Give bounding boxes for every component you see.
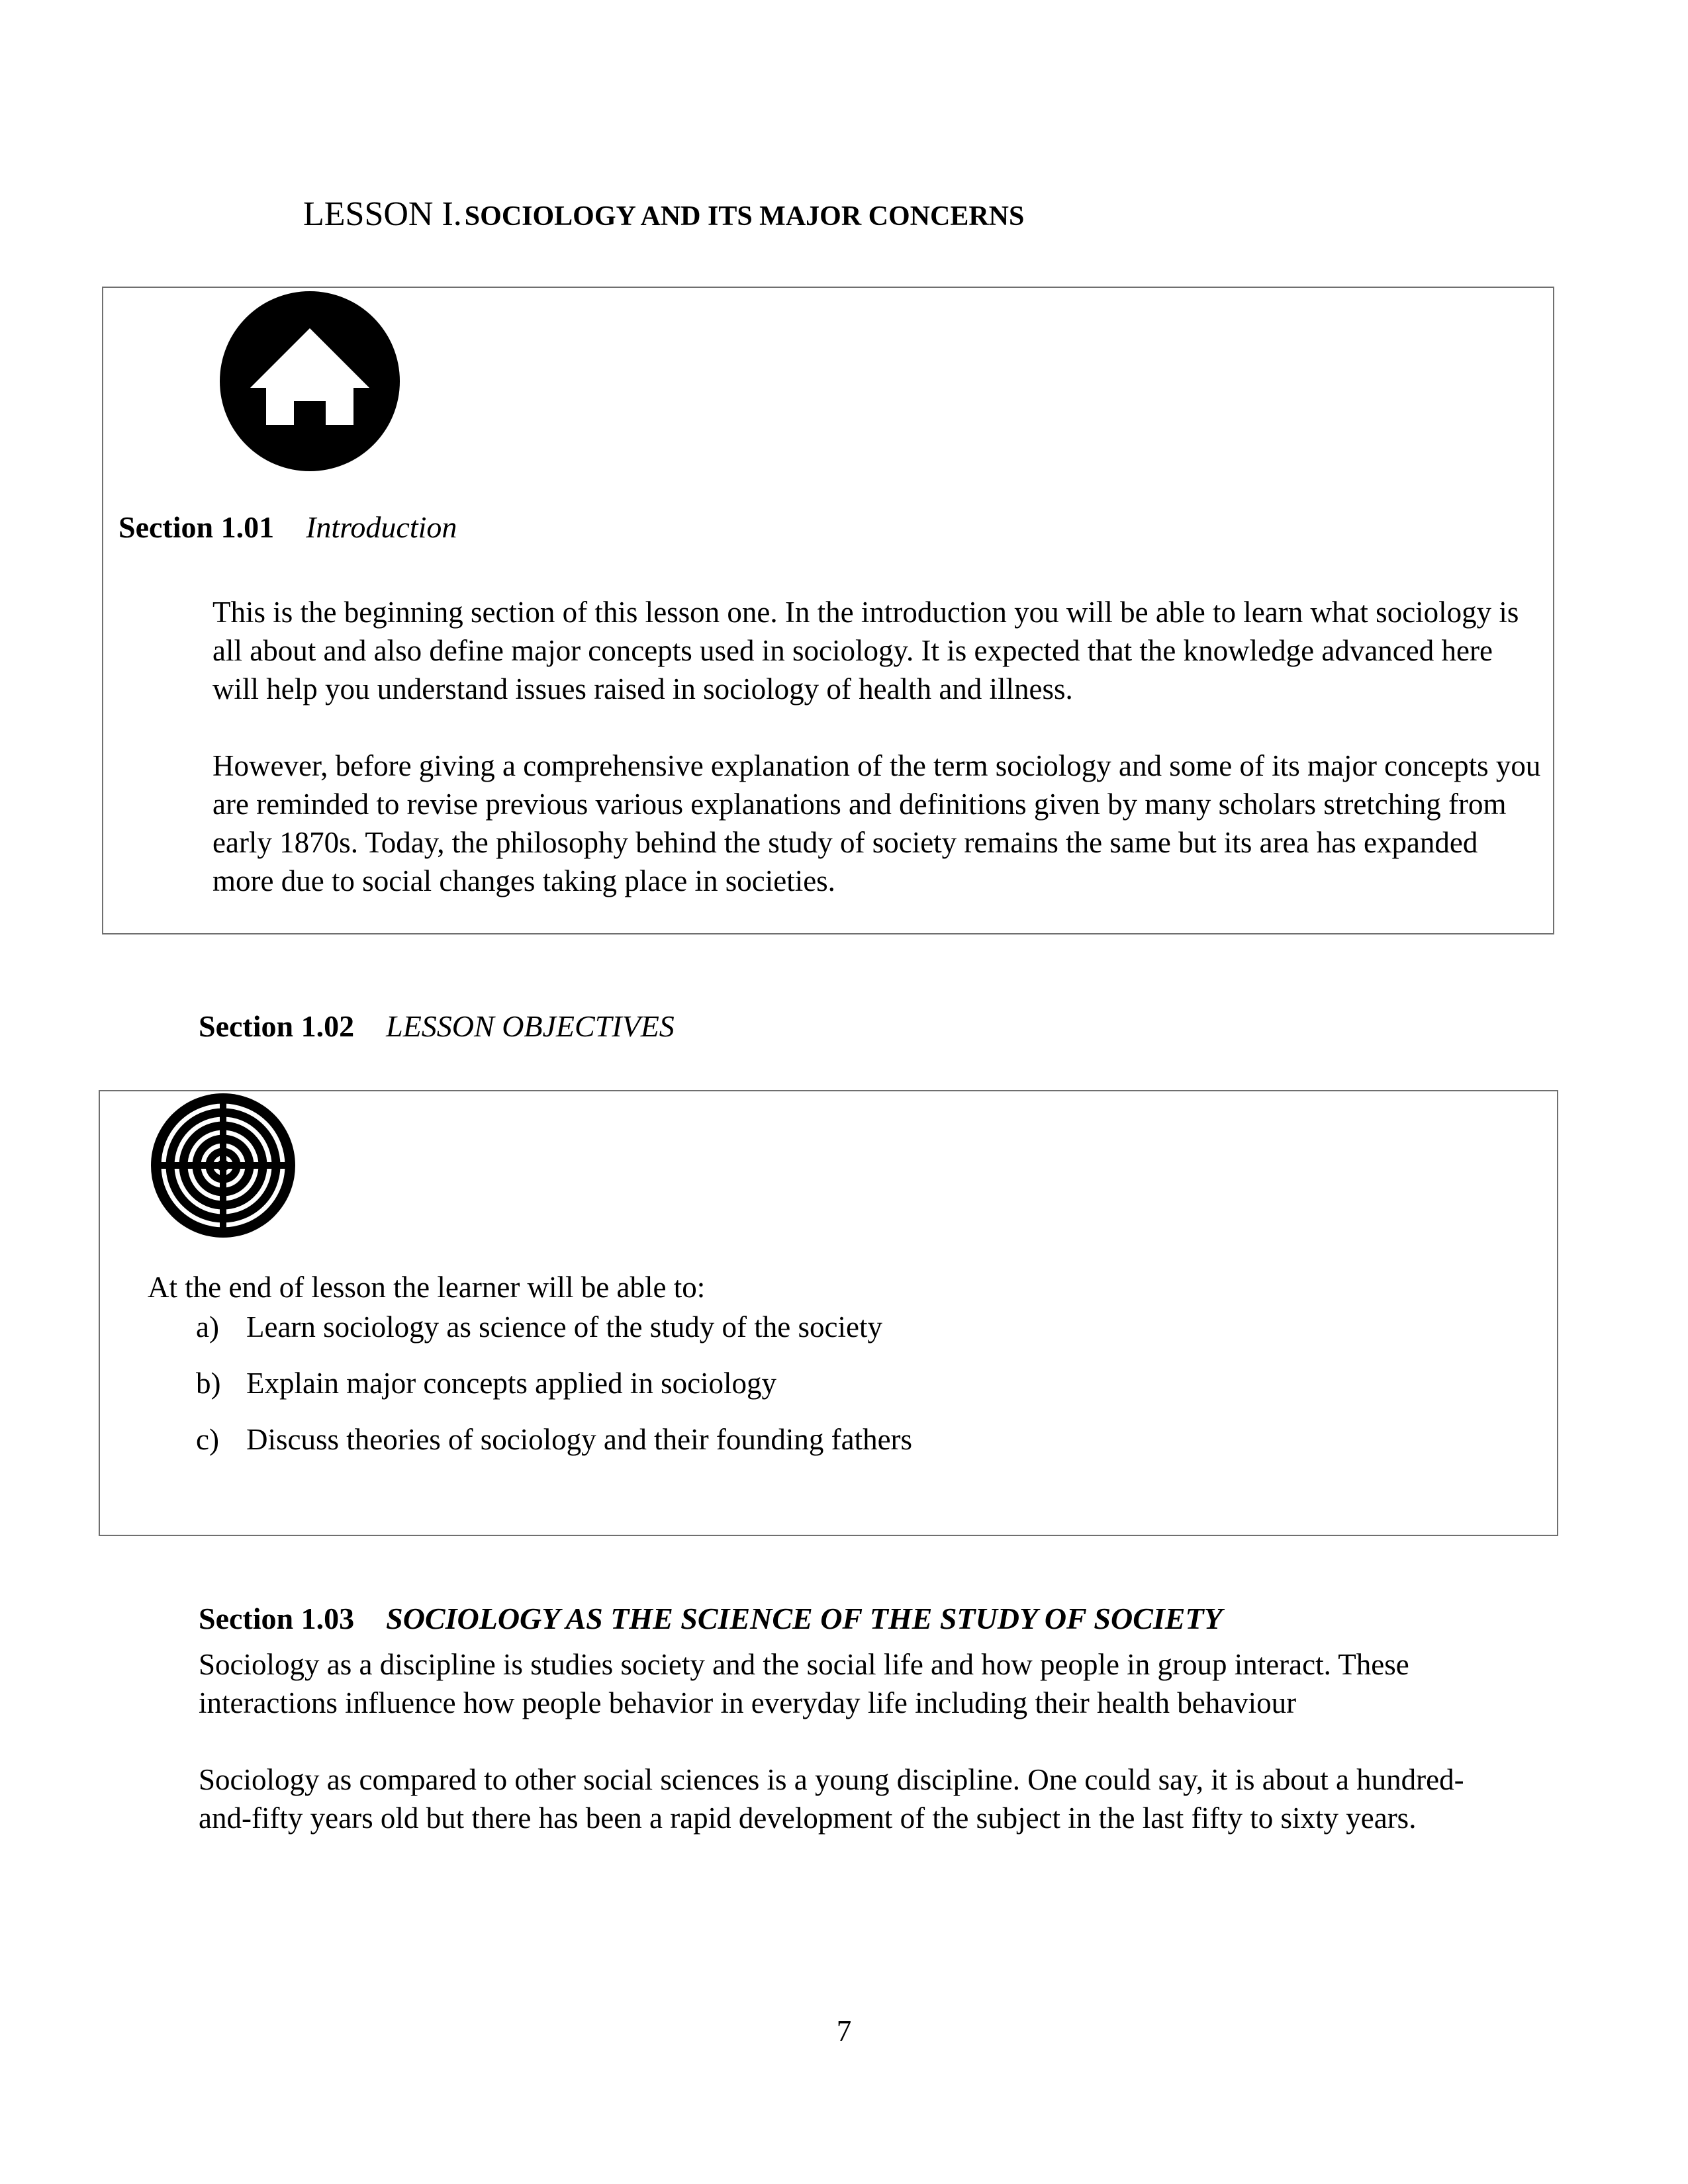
paragraph: However, before giving a comprehensive explanation of the term sociology and some of its major concepts you are reminded to revise previous various explanations and definitions given by many scholars stretching from early 1870s. Today, the philosophy behind the study of society remains the same but its area has expanded more due to social changes taking place in societies. (212, 749, 1541, 897)
section-name: SOCIOLOGY AS THE SCIENCE OF THE STUDY OF SOCIETY (386, 1602, 1223, 1635)
list-item-letter: c) (196, 1423, 219, 1456)
section-number: Section 1.02 (199, 1009, 355, 1043)
section-name: Introduction (306, 510, 457, 544)
section-number: Section 1.01 (118, 510, 275, 544)
list-item (196, 1312, 882, 1342)
section-heading-science (199, 1604, 1223, 1634)
lesson-title (303, 197, 1024, 232)
paragraph: Sociology as compared to other social sciences is a young discipline. One could say, it is about a hundred-and-fifty years old but there has been a rapid development of the subject in the last fifty to sixty years. (199, 1763, 1464, 1835)
list-item-text: Learn sociology as science of the study of the society (246, 1310, 882, 1343)
science-text (199, 1645, 1489, 1837)
target-icon (150, 1092, 297, 1239)
objectives-intro: At the end of lesson the learner will be able to: (148, 1271, 706, 1304)
paragraph: This is the beginning section of this lesson one. In the introduction you will be able to learn what sociology is all about and also define major concepts used in sociology. It is expected that the knowledge advanced here will help you understand issues raised in sociology of health and illness. (212, 596, 1519, 705)
introduction-text (212, 593, 1543, 900)
paragraph: Sociology as a discipline is studies society and the social life and how people in group interact. These interactions influence how people behavior in everyday life including their health behaviour (199, 1648, 1409, 1719)
list-item-letter: b) (196, 1367, 221, 1400)
lesson-title-text: SOCIOLOGY AND ITS MAJOR CONCERNS (464, 201, 1025, 232)
list-item-letter: a) (196, 1310, 219, 1343)
section-name: LESSON OBJECTIVES (386, 1009, 675, 1043)
list-item-text: Explain major concepts applied in sociology (246, 1367, 777, 1400)
section-number: Section 1.03 (199, 1602, 355, 1635)
page-number: 7 (836, 2015, 852, 2048)
list-item-text: Discuss theories of sociology and their founding fathers (246, 1423, 913, 1456)
section-heading-introduction (118, 512, 457, 543)
list-item (196, 1425, 912, 1455)
home-icon (218, 290, 401, 473)
section-heading-objectives (199, 1011, 675, 1042)
list-item (196, 1369, 776, 1398)
lesson-label: LESSON I. (303, 195, 462, 233)
